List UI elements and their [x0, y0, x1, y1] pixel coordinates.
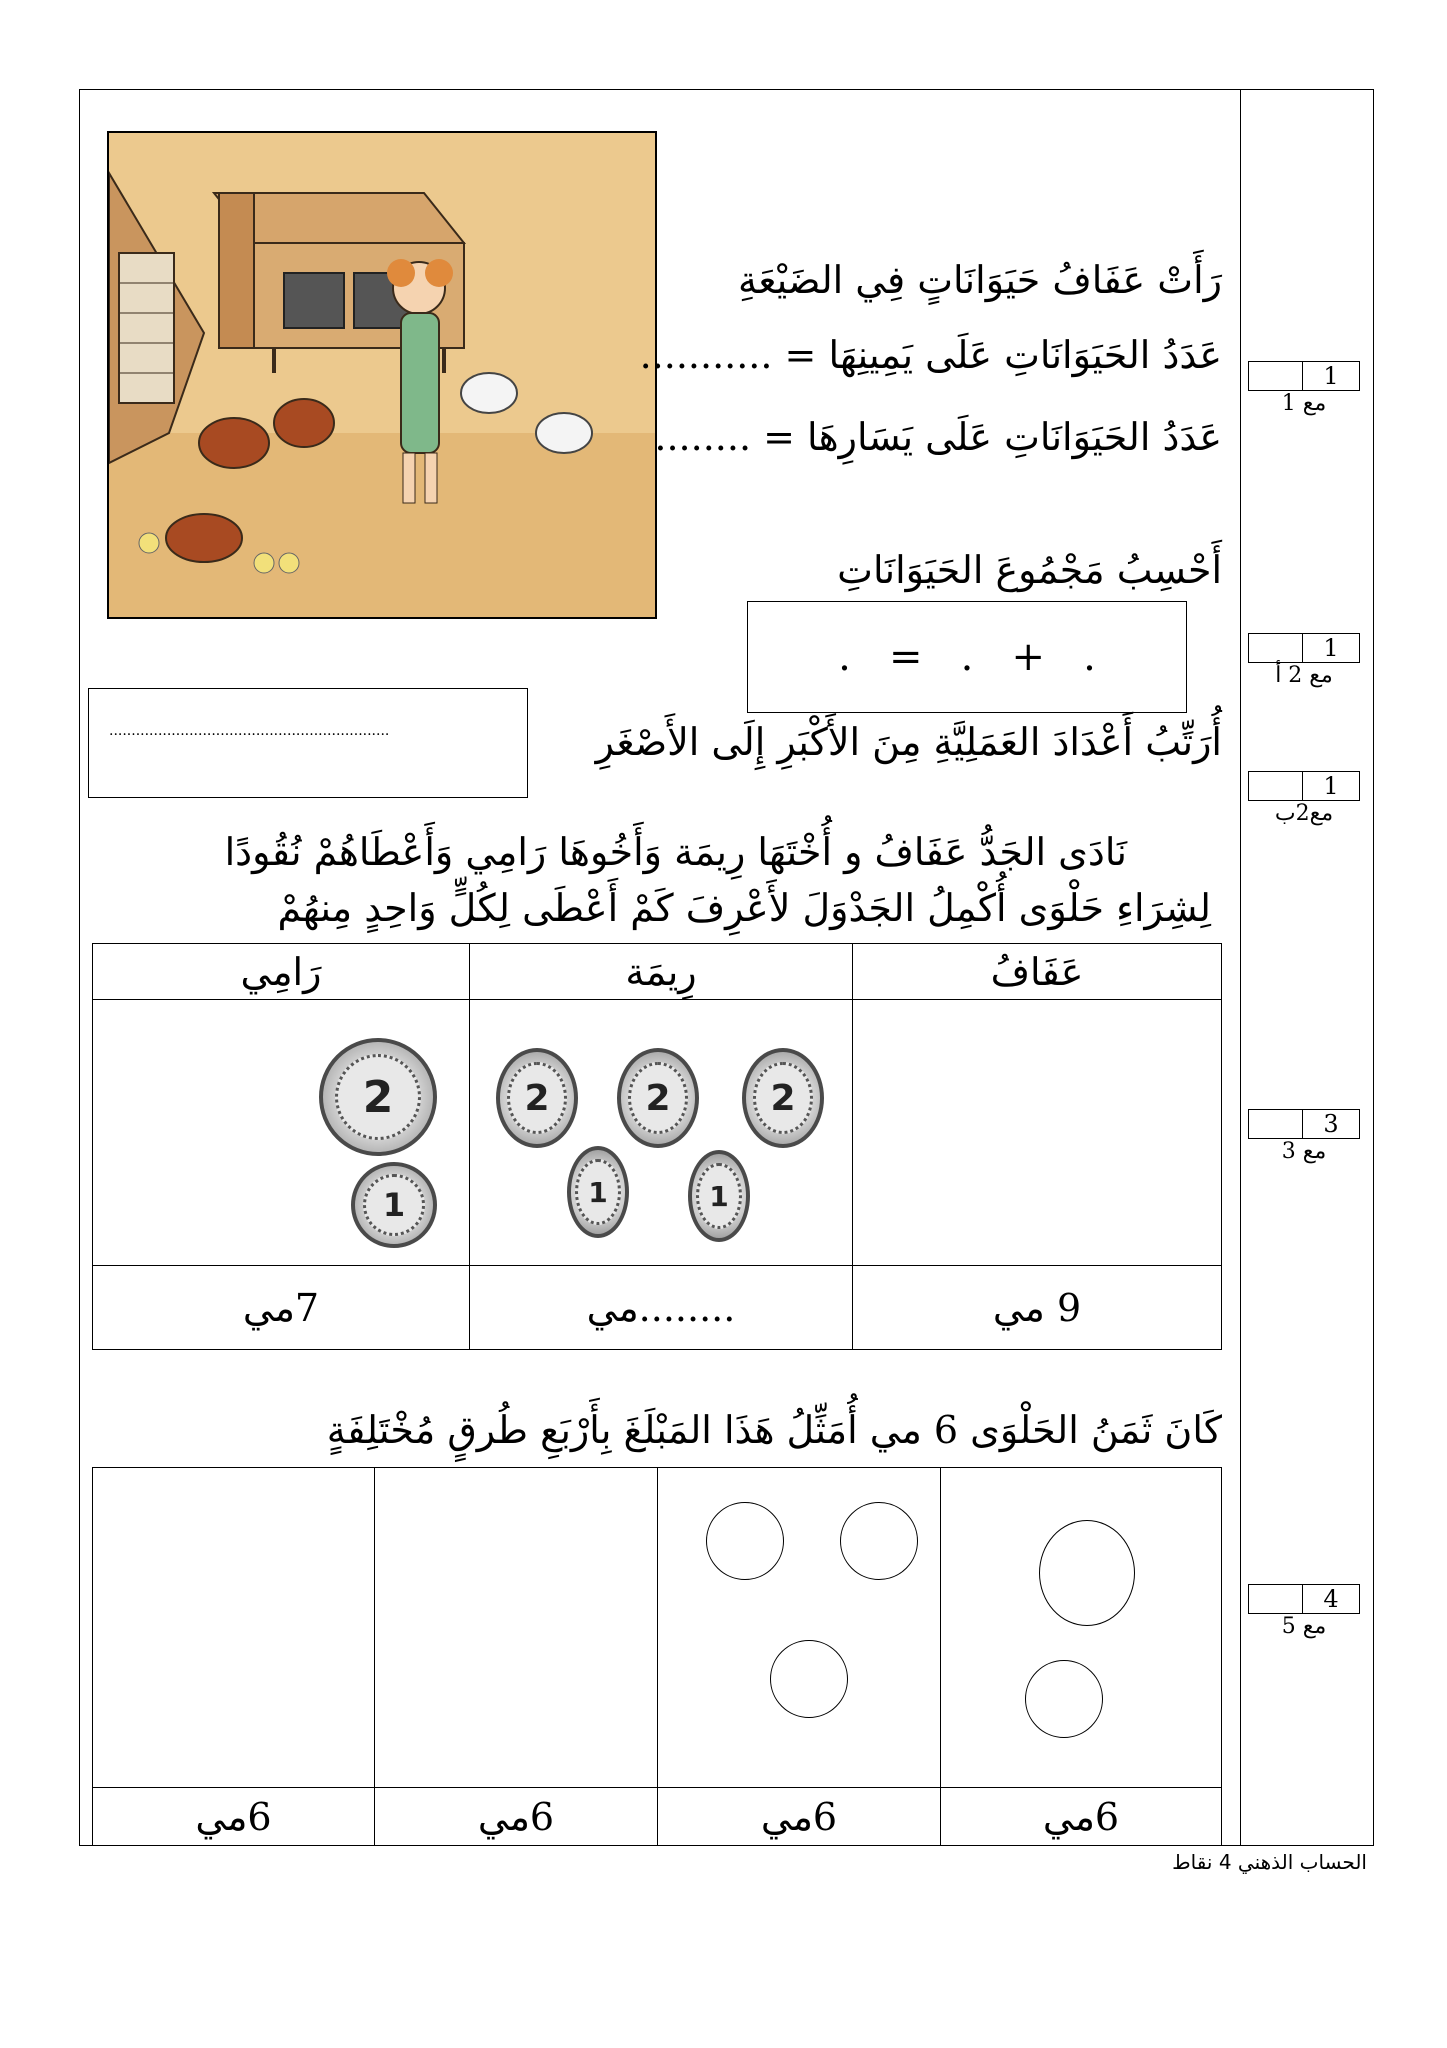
ex4-story-line-1: نَادَى الجَدُّ عَفَافُ و أُخْتَهَا رِيمَة وَأَخُوهَا رَامِي وَأَعْطَاهُمْ نُقُودًا: [224, 830, 1127, 874]
drawing-cell-3: [375, 1468, 658, 1788]
score-label: مع2ب: [1274, 801, 1334, 826]
score-value: 1: [1302, 772, 1359, 800]
ex2-equation-box: [747, 601, 1187, 713]
score-label: مع 3: [1281, 1139, 1327, 1164]
circle-shape: [840, 1502, 918, 1580]
amounts-table-label-row: [93, 1788, 1222, 1846]
amounts-table-drawing-row: [93, 1468, 1222, 1788]
score-value: 1: [1302, 362, 1359, 390]
ex1-left-count-text: عَدَدُ الحَيَوَانَاتِ عَلَى يَسَارِهَا = ........: [654, 415, 1222, 459]
amount-label-1: 6مي: [941, 1788, 1222, 1846]
total-rami: 7مي: [93, 1266, 470, 1350]
header-rima: رِيمَة: [470, 944, 853, 1000]
coin-2: 2: [617, 1048, 699, 1148]
score-ex3: [1248, 771, 1360, 826]
score-ex5: [1248, 1584, 1360, 1639]
ex1-right-count-text: عَدَدُ الحَيَوَانَاتِ عَلَى يَمِينِهَا = ...........: [639, 333, 1222, 377]
coin-1: 1: [567, 1146, 629, 1238]
afaf-coins-cell: [853, 1000, 1222, 1266]
ex5-instruction: كَانَ ثَمَنُ الحَلْوَى 6 مي أُمَثِّلُ هَذَا المَبْلَغَ بِأَرْبَعِ طُرقٍ مُخْتَلِفَةٍ: [326, 1408, 1222, 1452]
total-rima: ........مي: [470, 1266, 853, 1350]
circle-shape: [1039, 1520, 1135, 1626]
header-rami: رَامِي: [93, 944, 470, 1000]
rami-coins-cell: [93, 1000, 470, 1266]
score-ex1: [1248, 361, 1360, 416]
score-ex2: [1248, 633, 1360, 688]
header-afaf: عَفَافُ: [853, 944, 1222, 1000]
drawing-cell-4: [93, 1468, 375, 1788]
coin-1: 1: [351, 1162, 437, 1248]
drawing-cell-2: [658, 1468, 941, 1788]
ex1-intro-text: رَأَتْ عَفَافُ حَيَوَانَاتٍ فِي الضَيْعَةِ: [737, 258, 1222, 302]
coins-table: [92, 943, 1222, 1350]
coin-2: 2: [319, 1038, 437, 1156]
total-afaf: 9 مي: [853, 1266, 1222, 1350]
coin-2: 2: [496, 1048, 578, 1148]
circle-shape: [706, 1502, 784, 1580]
ex2-instruction: أَحْسِبُ مَجْمُوعَ الحَيَوَانَاتِ: [837, 548, 1222, 592]
ex2-equation: . = . + .: [838, 634, 1096, 680]
rima-coins-cell: [470, 1000, 853, 1266]
amount-label-4: 6مي: [93, 1788, 375, 1846]
score-label: مع 2 أ: [1275, 663, 1333, 688]
ex3-answer-box: [88, 688, 528, 798]
footer-note: الحساب الذهني 4 نقاط: [1172, 1850, 1367, 1874]
coins-table-totals-row: [93, 1266, 1222, 1350]
score-label: مع 5: [1281, 1614, 1327, 1639]
amount-label-2: 6مي: [658, 1788, 941, 1846]
circle-shape: [1025, 1660, 1103, 1738]
score-margin-divider: [1240, 89, 1241, 1846]
coins-table-coins-row: [93, 1000, 1222, 1266]
coin-2: 2: [742, 1048, 824, 1148]
farm-scene: [109, 133, 655, 617]
score-value: 3: [1302, 1110, 1359, 1138]
score-label: مع 1: [1281, 391, 1327, 416]
score-ex4: [1248, 1109, 1360, 1164]
coin-1: 1: [688, 1150, 750, 1242]
coins-table-header-row: [93, 944, 1222, 1000]
ex3-instruction: أُرَتِّبُ أَعْدَادَ العَمَلِيَّةِ مِنَ الأَكْبَرِ إِلَى الأَصْغَرِ: [595, 720, 1222, 764]
ex3-answer-dots: ...............................................................: [109, 723, 390, 739]
score-value: 1: [1302, 634, 1359, 662]
ex4-story-line-2: لِشِرَاءِ حَلْوَى أُكْمِلُ الجَدْوَلَ لأَعْرِفَ كَمْ أَعْطَى لِكُلٍّ وَاحِدٍ مِنهُمْ: [277, 886, 1211, 930]
score-value: 4: [1302, 1585, 1359, 1613]
circle-shape: [770, 1640, 848, 1718]
drawing-cell-1: [941, 1468, 1222, 1788]
amounts-table: [92, 1467, 1222, 1846]
amount-label-3: 6مي: [375, 1788, 658, 1846]
farm-illustration: [107, 131, 657, 619]
